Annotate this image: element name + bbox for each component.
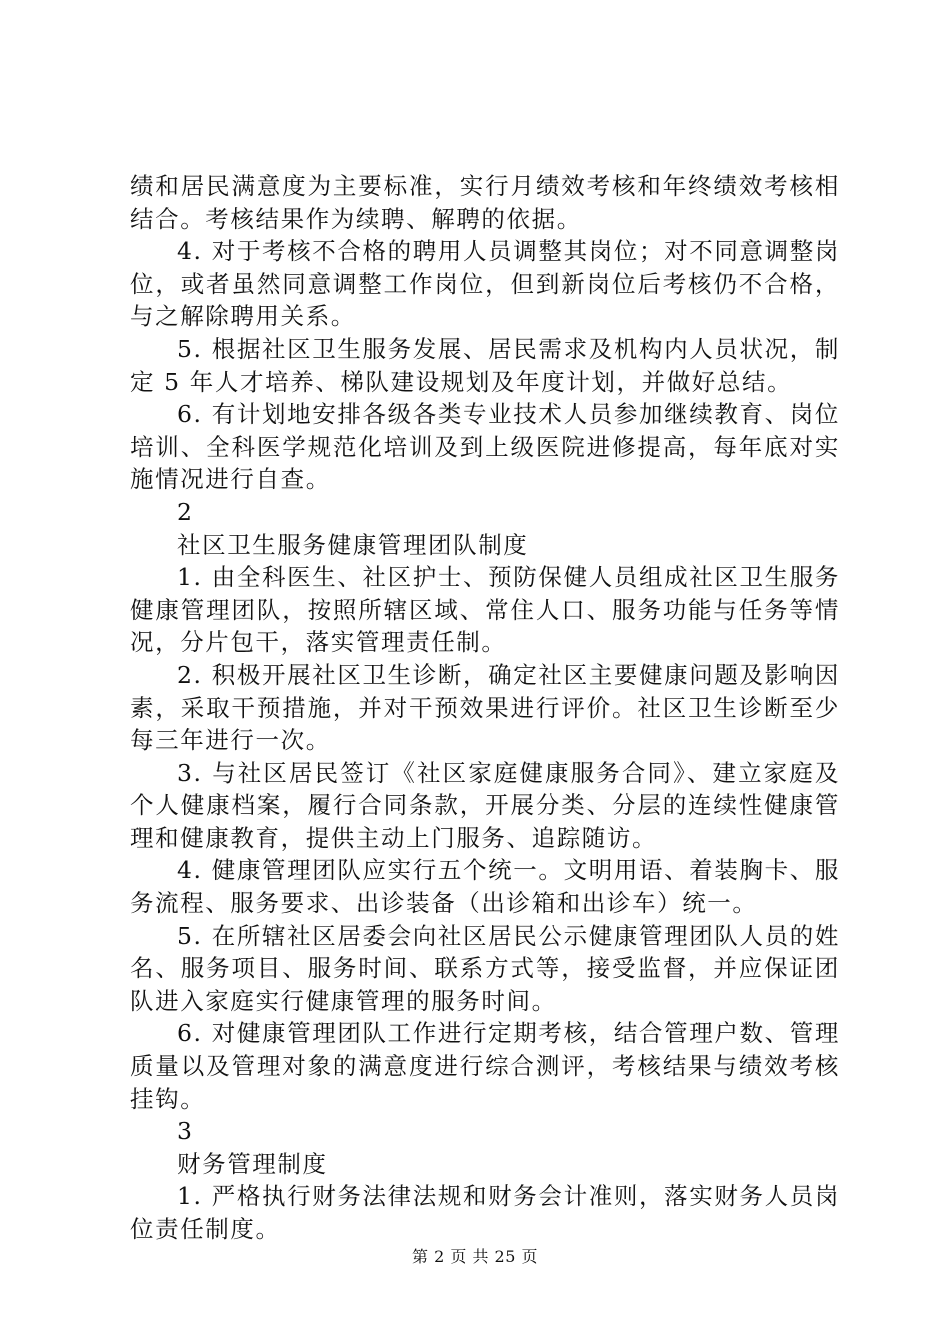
page-footer: 第 2 页 共 25 页: [412, 1247, 538, 1266]
section-number: 3: [177, 1117, 194, 1146]
section-title: 社区卫生服务健康管理团队制度: [177, 530, 529, 559]
paragraph-item: 4. 健康管理团队应实行五个统一。文明用语、着装胸卡、服务流程、服务要求、出诊装备（出诊箱和出诊车）统一。: [130, 856, 840, 918]
paragraph-item: 5. 根据社区卫生服务发展、居民需求及机构内人员状况，制定 5 年人才培养、梯队建设规划及年度计划，并做好总结。: [130, 334, 840, 396]
paragraph-item: 4. 对于考核不合格的聘用人员调整其岗位；对不同意调整岗位，或者虽然同意调整工作岗位，但到新岗位后考核仍不合格，与之解除聘用关系。: [130, 237, 840, 331]
paragraph-item: 6. 对健康管理团队工作进行定期考核，结合管理户数、管理质量以及管理对象的满意度进行综合测评，考核结果与绩效考核挂钩。: [130, 1019, 840, 1113]
paragraph-item: 1. 严格执行财务法律法规和财务会计准则，落实财务人员岗位责任制度。: [130, 1182, 840, 1243]
paragraph-item: 6. 有计划地安排各级各类专业技术人员参加继续教育、岗位培训、全科医学规范化培训及到上级医院进修提高，每年底对实施情况进行自查。: [130, 400, 840, 494]
paragraph-item: 3. 与社区居民签订《社区家庭健康服务合同》、建立家庭及个人健康档案，履行合同条款，开展分类、分层的连续性健康管理和健康教育，提供主动上门服务、追踪随访。: [130, 758, 840, 852]
paragraph-item: 1. 由全科医生、社区护士、预防保健人员组成社区卫生服务健康管理团队，按照所辖区域、常住人口、服务功能与任务等情况，分片包干，落实管理责任制。: [130, 563, 840, 657]
document-body: [130, 170, 840, 1246]
paragraph-item: 2. 积极开展社区卫生诊断，确定社区主要健康问题及影响因素，采取干预措施，并对干预效果进行评价。社区卫生诊断至少每三年进行一次。: [130, 660, 840, 755]
paragraph-item: 5. 在所辖社区居委会向社区居民公示健康管理团队人员的姓名、服务项目、服务时间、联系方式等，接受监督，并应保证团队进入家庭实行健康管理的服务时间。: [130, 921, 840, 1015]
section-title: 财务管理制度: [177, 1149, 328, 1178]
section-number: 2: [177, 497, 194, 526]
paragraph-continuation: 绩和居民满意度为主要标准，实行月绩效考核和年终绩效考核相结合。考核结果作为续聘、解聘的依据。: [130, 172, 840, 233]
